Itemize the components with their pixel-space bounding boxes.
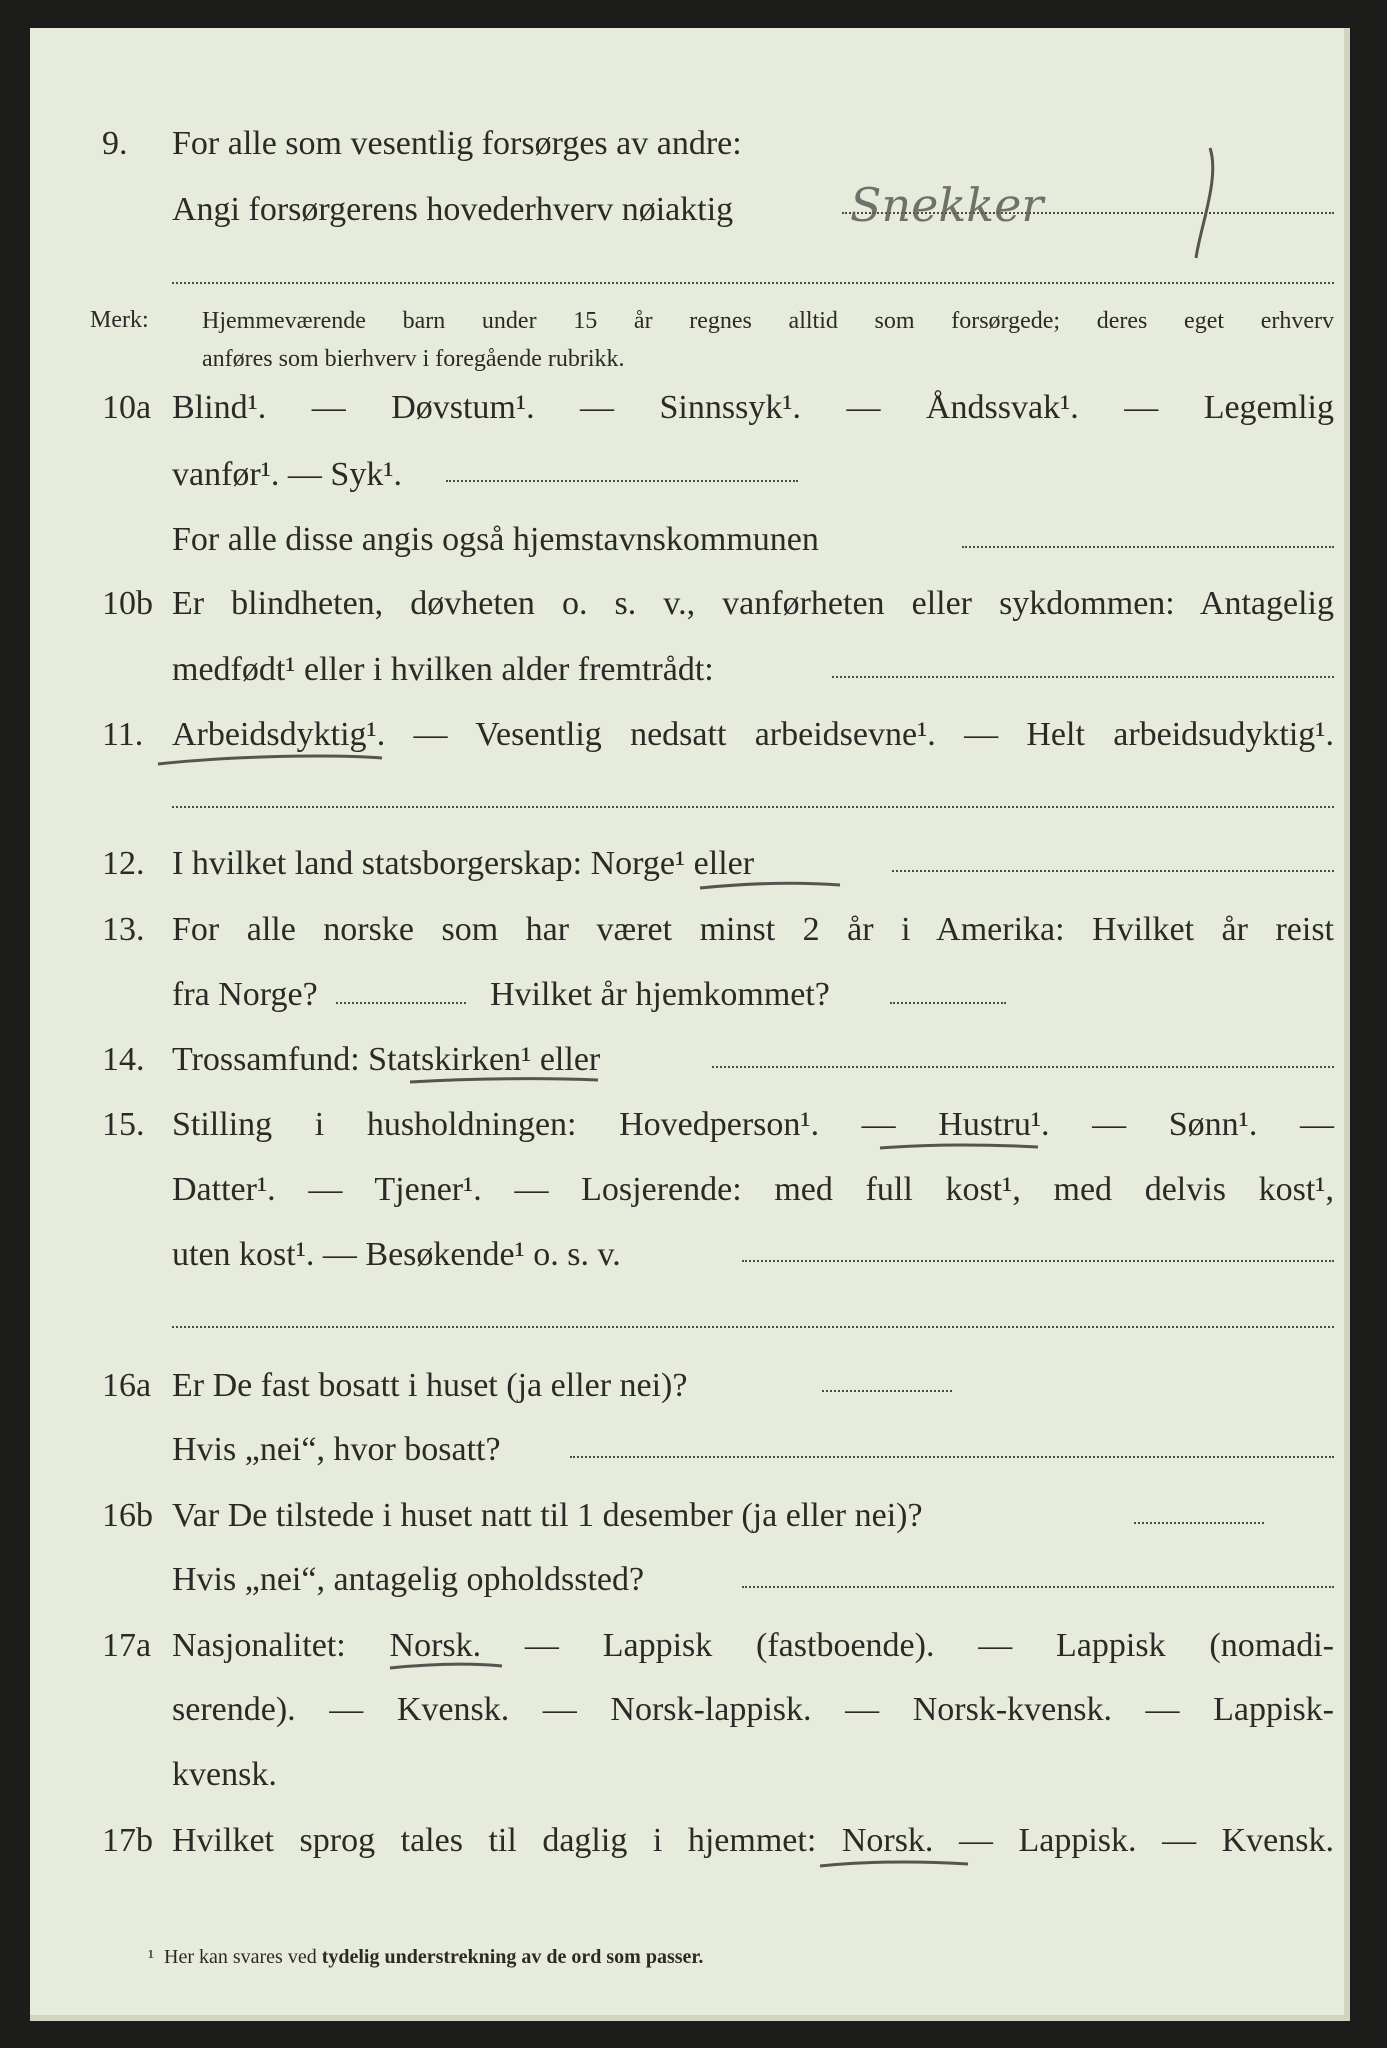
question-number: 17b (102, 1822, 153, 1859)
question-text: Arbeidsdyktig¹. — Vesentlig nedsatt arbeidsevne¹. — Helt arbeidsudyktig¹. (172, 716, 1334, 753)
question-text: For alle som vesentlig forsørges av andre: (172, 125, 742, 162)
question-text: Er blindheten, døvheten o. s. v., vanførheten eller sykdommen: Antagelig (172, 585, 1334, 622)
underline-statskirken (410, 1079, 598, 1082)
question-text: kvensk. (172, 1756, 277, 1793)
question-number: 15. (102, 1106, 145, 1143)
question-number: 17a (102, 1627, 152, 1664)
question-text: Hvilket sprog tales til daglig i hjemmet: Norsk. — Lappisk. — Kvensk. (172, 1822, 1334, 1859)
census-form-page (30, 28, 1350, 2021)
underline-norsk-17b (820, 1862, 968, 1866)
question-number: 10a (102, 389, 152, 426)
footnote-text-bold: tydelig understrekning av de ord som passer. (321, 1946, 704, 1968)
underline-hustru (880, 1145, 1038, 1148)
underline-norge (700, 883, 840, 888)
question-text: fra Norge? (172, 976, 318, 1013)
question-text: vanfør¹. — Syk¹. (172, 456, 403, 493)
question-text: uten kost¹. — Besøkende¹ o. s. v. (172, 1236, 621, 1273)
question-text: Hvilket år hjemkommet? (490, 976, 830, 1013)
question-text: For alle disse angis også hjemstavnskommunen (172, 521, 819, 558)
note-line: anføres som bierhverv i foregående rubrikk. (202, 346, 625, 372)
question-number: 16a (102, 1367, 152, 1404)
question-number: 16b (102, 1497, 153, 1534)
question-number: 9. (102, 125, 128, 162)
underline-norsk (390, 1664, 502, 1668)
question-text: Trossamfund: Statskirken¹ eller (172, 1041, 601, 1078)
question-text: Hvis „nei“, hvor bosatt? (172, 1431, 501, 1468)
question-text: For alle norske som har været minst 2 år i Amerika: Hvilket år reist (172, 911, 1334, 948)
question-text: Er De fast bosatt i huset (ja eller nei)? (172, 1367, 688, 1404)
question-text: Hvis „nei“, antagelig opholdssted? (172, 1561, 645, 1598)
question-number: 12. (102, 845, 145, 882)
question-text: serende). — Kvensk. — Norsk-lappisk. — Norsk-kvensk. — Lappisk- (172, 1691, 1334, 1728)
handwritten-underlines (30, 28, 1350, 2021)
handwritten-flourish (1196, 148, 1213, 258)
handwritten-answer: Snekker (850, 178, 1044, 232)
underline-arbeidsdyktig (158, 756, 382, 764)
question-text: Stilling i husholdningen: Hovedperson¹. — Hustru¹. — Sønn¹. — (172, 1106, 1334, 1143)
question-number: 10b (102, 585, 153, 622)
footnote-text: Her kan svares ved (164, 1946, 317, 1968)
question-text: Angi forsørgerens hovederhverv nøiaktig (172, 191, 734, 228)
note-label: Merk: (90, 307, 149, 333)
question-text: Var De tilstede i huset natt til 1 desember (ja eller nei)? (172, 1497, 923, 1534)
question-text: Blind¹. — Døvstum¹. — Sinnssyk¹. — Åndssvak¹. — Legemlig (172, 389, 1334, 426)
note-line: Hjemmeværende barn under 15 år regnes alltid som forsørgede; deres eget erhverv (202, 308, 1334, 334)
question-text: medfødt¹ eller i hvilken alder fremtrådt: (172, 651, 714, 688)
question-text: Nasjonalitet: Norsk. — Lappisk (fastboende). — Lappisk (nomadi- (172, 1627, 1334, 1664)
footnote-marker: ¹ (148, 1946, 154, 1968)
question-number: 11. (102, 716, 144, 753)
question-number: 14. (102, 1041, 145, 1078)
question-number: 13. (102, 911, 145, 948)
question-text: I hvilket land statsborgerskap: Norge¹ eller (172, 845, 755, 882)
question-text: Datter¹. — Tjener¹. — Losjerende: med full kost¹, med delvis kost¹, (172, 1171, 1334, 1208)
